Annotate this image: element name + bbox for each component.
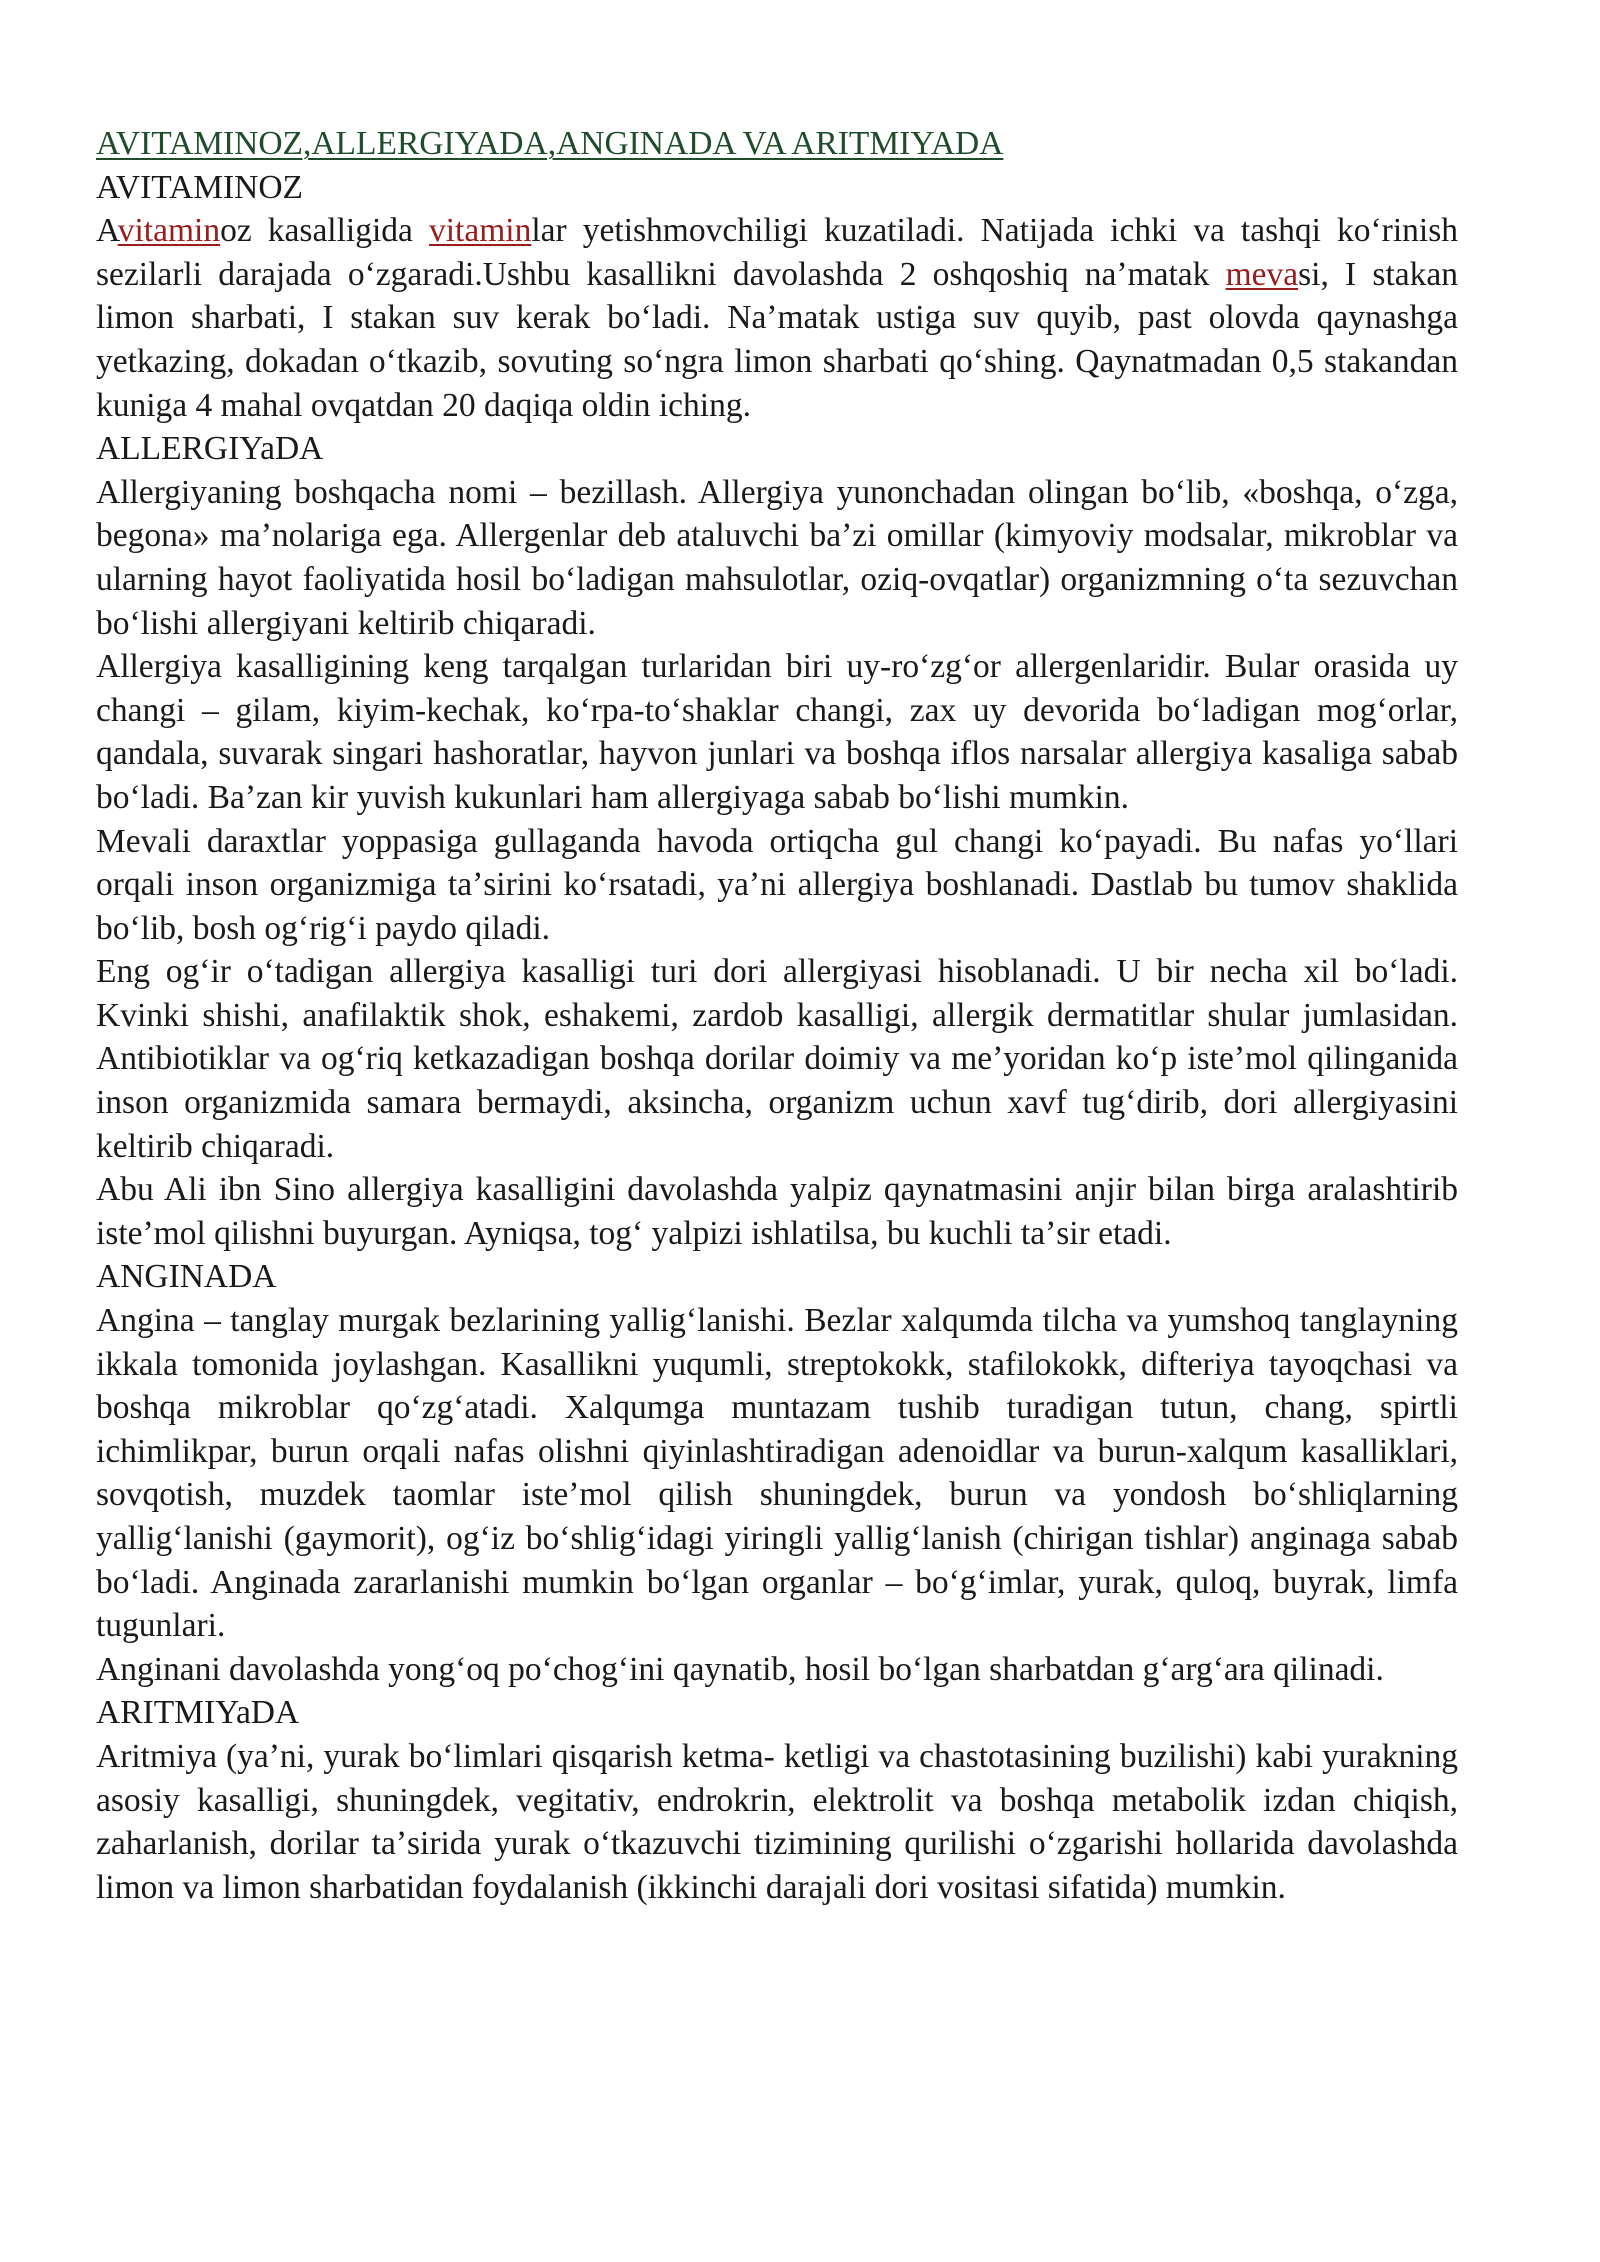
section-heading-avitaminoz: AVITAMINOZ — [96, 168, 303, 206]
section-anginada — [96, 1255, 1458, 1691]
section-heading-anginada: ANGINADA — [96, 1258, 277, 1296]
meva-link[interactable]: meva — [1225, 255, 1299, 293]
paragraph: Mevali daraxtlar yoppasiga gullaganda havoda ortiqcha gul changi koʻpayadi. Bu nafas yoʻllari orqali inson organizmiga taʼsirini koʻrsatadi, yaʼni allergiya boshlanadi. Dastlab bu tumov shaklida boʻlib, bosh ogʻrigʻi paydo qiladi. — [96, 822, 1458, 947]
paragraph: Anginani davolashda yongʻoq poʻchogʻini qaynatib, hosil boʻlgan sharbatdan gʻargʻara qilinadi. — [96, 1650, 1384, 1688]
paragraph: Abu Ali ibn Sino allergiya kasalligini davolashda yalpiz qaynatmasini anjir bilan birga aralashtirib isteʼmol qilishni buyurgan. Ayniqsa, togʻ yalpizi ishlatilsa, bu kuchli taʼsir etadi. — [96, 1171, 1458, 1252]
text-run: A — [96, 212, 118, 250]
text-run: lar yetishmovchiligi kuzatiladi. Natijada ichki va tashqi koʻrinish sezilarli darajada oʻzgaradi.Ushbu kasallikni davolashda 2 oshqoshiq naʼmatak — [96, 212, 1458, 293]
text-run: oz kasalligida — [220, 212, 429, 250]
section-heading-allergiyada: ALLERGIYaDA — [96, 430, 324, 468]
document-title: AVITAMINOZ,ALLERGIYADA,ANGINADA VA ARITMIYADA — [96, 125, 1004, 162]
section-allergiyada — [96, 427, 1458, 1255]
paragraph: Eng ogʻir oʻtadigan allergiya kasalligi turi dori allergiyasi hisoblanadi. U bir necha xil boʻladi. Kvinki shishi, anafilaktik shok, eshakemi, zardob kasalligi, allergik dermatitlar shular jumlasidan. Antibiotiklar va ogʻriq ketkazadigan boshqa dorilar doimiy va meʼyoridan koʻp isteʼmol qilinganida inson organizmida samara bermaydi, aksincha, organizm uchun xavf tugʻdirib, dori allergiyasini keltirib chiqaradi. — [96, 953, 1458, 1165]
text-run: si, I stakan limon sharbati, I stakan suv kerak boʻladi. Naʼmatak ustiga suv quyib, past olovda qaynashga yetkazing, dokadan oʻtkazib, sovuting soʻngra limon sharbati qoʻshing. Qaynatmadan 0,5 stakandan kuniga 4 mahal ovqatdan 20 daqiqa oldin iching. — [96, 255, 1458, 424]
paragraph: Aritmiya (yaʼni, yurak boʻlimlari qisqarish ketma- ketligi va chastotasining buzilishi) kabi yurakning asosiy kasalligi, shuningdek, vegitativ, endrokrin, elektrolit va boshqa metabolik izdan chiqish, zaharlanish, dorilar taʼsirida yurak oʻtkazuvchi tizimining qurilishi oʻzgarishi hollarida davolashda limon va limon sharbatidan foydalanish (ikkinchi darajali dori vositasi sifatida) mumkin. — [96, 1737, 1458, 1906]
section-heading-aritmiyada: ARITMIYaDA — [96, 1694, 300, 1732]
document-page — [96, 122, 1458, 1909]
vitamin-link[interactable]: vitamin — [117, 212, 221, 250]
vitamin-link[interactable]: vitamin — [429, 212, 532, 250]
section-aritmiyada — [96, 1691, 1458, 1909]
section-avitaminoz — [96, 166, 1458, 428]
paragraph-avitaminoz — [96, 209, 1458, 427]
paragraph: Allergiyaning boshqacha nomi – bezillash. Allergiya yunonchadan olingan boʻlib, «boshqa, oʻzga, begona» maʼnolariga ega. Allergenlar deb ataluvchi baʼzi omillar (kimyoviy modsalar, mikroblar va ularning hayot faoliyatida hosil boʻladigan mahsulotlar, oziq-ovqatlar) organizmning oʻta sezuvchan boʻlishi allergiyani keltirib chiqaradi. — [96, 473, 1458, 642]
paragraph: Angina – tanglay murgak bezlarining yalligʻlanishi. Bezlar xalqumda tilcha va yumshoq tanglayning ikkala tomonida joylashgan. Kasallikni yuqumli, streptokokk, stafilokokk, difteriya tayoqchasi va boshqa mikroblar qoʻzgʻatadi. Xalqumga muntazam tushib turadigan tutun, chang, spirtli ichimlikpar, burun orqali nafas olishni qiyinlashtiradigan adenoidlar va burun-xalqum kasalliklari, sovqotish, muzdek taomlar isteʼmol qilish shuningdek, burun va yondosh boʻshliqlarning yalligʻlanishi (gaymorit), ogʻiz boʻshligʻidagi yiringli yalligʻlanish (chirigan tishlar) anginaga sabab boʻladi. Anginada zararlanishi mumkin boʻlgan organlar – boʻgʻimlar, yurak, quloq, buyrak, limfa tugunlari. — [96, 1302, 1458, 1645]
paragraph: Allergiya kasalligining keng tarqalgan turlaridan biri uy-roʻzgʻor allergenlaridir. Bular orasida uy changi – gilam, kiyim-kechak, koʻrpa-toʻshaklar changi, zax uy devorida boʻladigan mogʻorlar, qandala, suvarak singari hashoratlar, hayvon junlari va boshqa iflos narsalar allergiya kasaliga sabab boʻladi. Baʼzan kir yuvish kukunlari ham allergiyaga sabab boʻlishi mumkin. — [96, 648, 1458, 816]
